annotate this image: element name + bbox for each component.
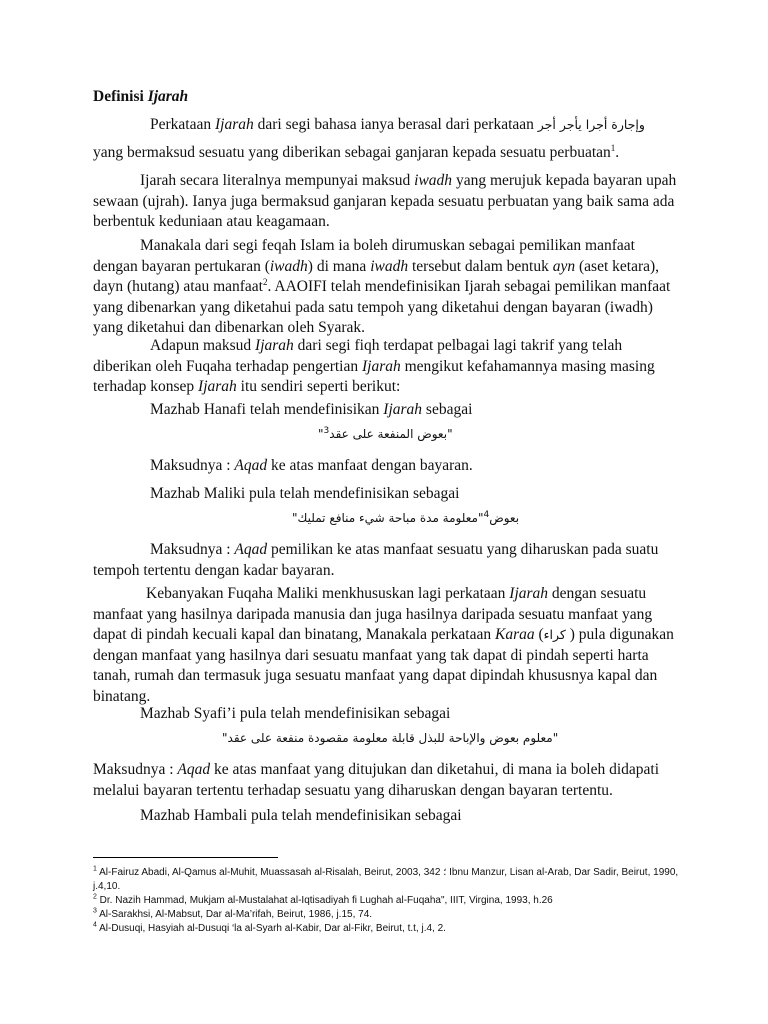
footnote-ref: 4 xyxy=(483,510,490,520)
maliki-intro: Mazhab Maliki pula telah mendefinisikan sebagai xyxy=(150,485,460,502)
footnote-2: $^2$ Dr. Nazih Hammad, Mukjam al-Mustalahat al-Iqtisadiyah fi Lughah al-Fuqaha", IIIT, Virgina, 1993, h.26 xyxy=(93,893,553,906)
paragraph-maliki-specifics: Kebanyakan Fuqaha Maliki menkhususkan lagi perkataan Ijarah dengan sesuatu manfaat yang hasilnya daripada manusia dan juga hasilnya daripada sesuatu manfaat yang dapat di pindah kecuali kapal dan binatang, Manakala perkataan Karaa (كراء ) pula digunakan dengan manfaat yang hasilnya dari sesuatu manfaat yang tak dapat di pindah seperti harta tanah, rumah dan termasuk juga sesuatu manfaat yang dapat dipindah khususnya kapal dan binatang. xyxy=(93,585,674,705)
footnote-4: $^4$ Al-Dusuqi, Hasyiah al-Dusuqi ‘la al-Syarh al-Kabir, Dar al-Fikr, Beirut, t.t, j.4, 2. xyxy=(93,921,446,934)
footnote-3: $^3$ Al-Sarakhsi, Al-Mabsut, Dar al-Ma’rifah, Beirut, 1986, j.15, 74. xyxy=(93,907,373,920)
footnote-divider xyxy=(93,857,278,858)
paragraph-etymology: Perkataan Ijarah dari segi bahasa ianya berasal dari perkataan وإجارة أجرا يأجر أجر xyxy=(150,116,645,133)
footnote-ref: 3 xyxy=(323,426,330,436)
section-heading: Definisi Ijarah xyxy=(93,88,189,105)
hanafi-intro: Mazhab Hanafi telah mendefinisikan Ijarah sebagai xyxy=(150,401,473,418)
paragraph-etymology-cont: yang bermaksud sesuatu yang diberikan sebagai ganjaran kepada sesuatu perbuatan$^1$. xyxy=(93,142,620,161)
syafii-intro: Mazhab Syafi’i pula telah mendefinisikan sebagai xyxy=(140,705,451,722)
footnote-1: $^1$ Al-Fairuz Abadi, Al-Qamus al-Muhit, Muassasah al-Risalah, Beirut, 2003, 342 ؛ Ibnu Manzur, Lisan al-Arab, Dar Sadir, Beirut, 1990, j.4,10. xyxy=(93,865,679,892)
maliki-arabic-definition: "معلومة مدة مباحة شيء منافع تمليك"$^4$بعوض xyxy=(292,510,520,525)
footnote-ref: 1 xyxy=(610,142,616,153)
hambali-intro: Mazhab Hambali pula telah mendefinisikan sebagai xyxy=(140,807,462,824)
paragraph-fiqh-definition: Manakala dari segi feqah Islam ia boleh dirumuskan sebagai pemilikan manfaat dengan bayaran pertukaran (iwadh) di mana iwadh tersebut dalam bentuk ayn (aset ketara), dayn (hutang) atau manfaat$^2$. AAOIFI telah mendefinisikan Ijarah sebagai pemilikan manfaat yang dibenarkan yang diketahui pada satu tempoh yang diketahui dengan bayaran (iwadh) yang diketahui dan dibenarkan oleh Syarak. xyxy=(93,237,671,336)
paragraph-fuqaha-views: Adapun maksud Ijarah dari segi fiqh terdapat pelbagai lagi takrif yang telah diberikan oleh Fuqaha terhadap pengertian Ijarah mengikut kefahamannya masing masing terhadap konsep Ijarah itu sendiri seperti berikut: xyxy=(93,337,655,395)
syafii-meaning: Maksudnya : Aqad ke atas manfaat yang ditujukan dan diketahui, di mana ia boleh didapati melalui bayaran tertentu terhadap sesuatu yang diharuskan dengan bayaran tertentu. xyxy=(93,761,660,799)
hanafi-arabic-definition: "$^3$بعوض المنفعة على عقد" xyxy=(318,426,453,441)
hanafi-meaning: Maksudnya : Aqad ke atas manfaat dengan bayaran. xyxy=(150,457,473,474)
paragraph-literal-meaning: Ijarah secara literalnya mempunyai maksud iwadh yang merujuk kepada bayaran upah sewaan (ujrah). Ianya juga bermaksud ganjaran kepada sesuatu perbuatan yang baik sama ada berbentuk keduniaan atau keagamaan. xyxy=(93,172,677,230)
maliki-meaning: Maksudnya : Aqad pemilikan ke atas manfaat sesuatu yang diharuskan pada suatu tempoh tertentu dengan kadar bayaran. xyxy=(93,541,659,579)
arabic-root-words: وإجارة أجرا يأجر أجر xyxy=(537,117,645,132)
footnote-ref: 2 xyxy=(263,276,268,287)
syafii-arabic-definition: "معلوم بعوض والإباحة للبذل قابلة معلومة مقصودة منفعة على عقد" xyxy=(222,731,559,745)
